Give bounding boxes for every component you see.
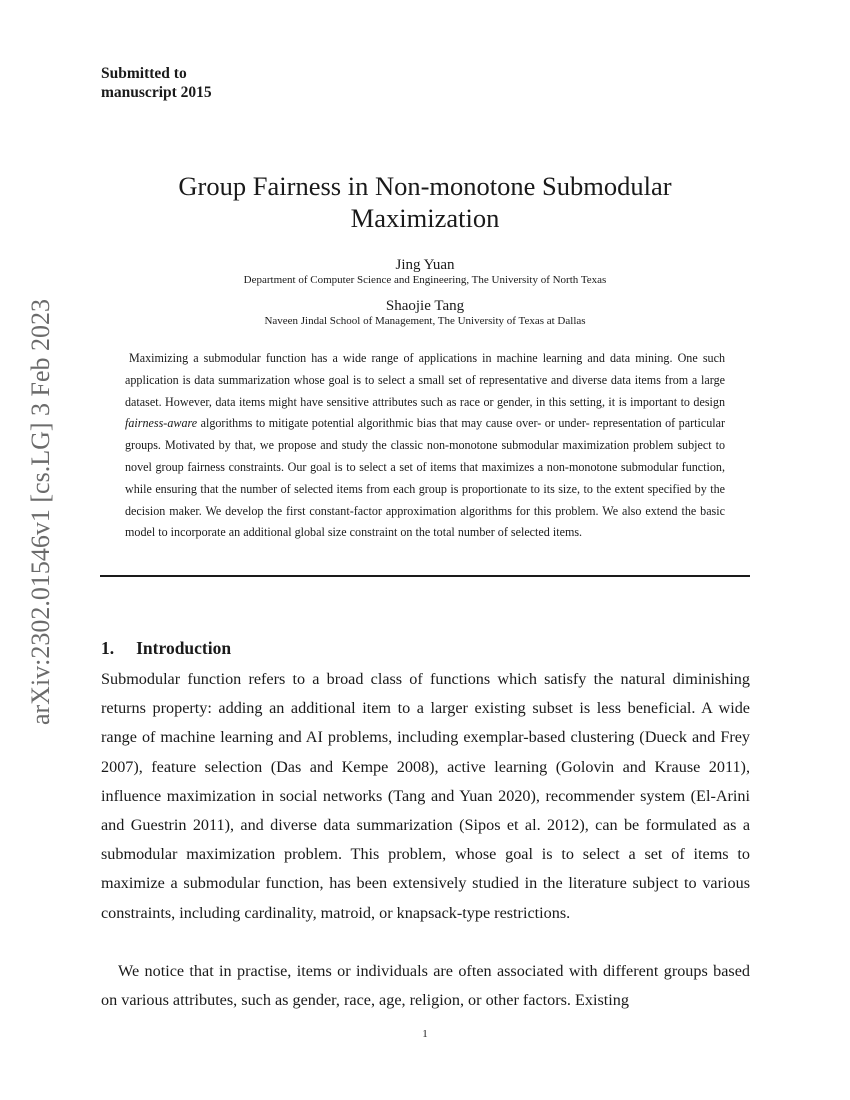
author-affiliation: Naveen Jindal School of Management, The University of Texas at Dallas <box>264 315 586 327</box>
author-name: Shaojie Tang <box>385 298 465 314</box>
author-affiliation: Department of Computer Science and Engineering, The University of North Texas <box>243 274 607 286</box>
author-name: Jing Yuan <box>395 257 455 273</box>
abstract-text-part-1: Maximizing a submodular function has a wide range of applications in machine learning and data mining. One such application is data summarization whose goal is to select a small set of representative and diverse data items from a large dataset. However, data items might have sensitive attributes such as race or gender, in this setting, it is important to design <box>125 351 725 409</box>
author-block-1 <box>100 256 750 287</box>
abstract-divider <box>100 575 750 577</box>
paper-title-line-1: Group Fairness in Non-monotone Submodular <box>178 171 672 201</box>
abstract-text-part-2: algorithms to mitigate potential algorithmic bias that may cause over- or under- representation of particular groups. Motivated by that, we propose and study the classic non-monotone submodular maximization problem subject to novel group fairness constraints. Our goal is to select a set of items that maximizes a non-monotone submodular function, while ensuring that the number of selected items from each group is proportionate to its size, to the extent specified by the decision maker. We develop the first constant-factor approximation algorithms for this problem. We also extend the basic model to incorporate an additional global size constraint on the total number of selected items. <box>125 416 725 540</box>
journal-note-line-1: Submitted to <box>101 65 187 82</box>
paper-title <box>100 170 750 234</box>
paper-title-line-2: Maximization <box>350 203 500 233</box>
section-title: Introduction <box>136 638 232 658</box>
body-paragraph: Submodular function refers to a broad class of functions which satisfy the natural diminishing returns property: adding an additional item to a larger existing subset is less beneficial. A wide range of machine learning and AI problems, including exemplar-based clustering (Dueck and Frey 2007), feature selection (Das and Kempe 2008), active learning (Golovin and Krause 2011), influence maximization in social networks (Tang and Yuan 2020), recommender system (El-Arini and Guestrin 2011), and diverse data summarization (Sipos et al. 2012), can be formulated as a submodular maximization problem. This problem, whose goal is to select a set of items to maximize a submodular function, has been extensively studied in the literature subject to various constraints, including cardinality, matroid, or knapsack-type restrictions. <box>101 670 750 922</box>
journal-note <box>101 64 212 102</box>
arxiv-identifier-stamp: arXiv:2302.01546v1 [cs.LG] 3 Feb 2023 <box>26 298 55 726</box>
author-block-2 <box>100 297 750 328</box>
page-number: 1 <box>422 1028 428 1040</box>
abstract <box>125 348 725 544</box>
body-paragraph: We notice that in practise, items or individuals are often associated with different groups based on various attributes, such as gender, race, age, religion, or other factors. Existing <box>101 962 750 1010</box>
abstract-emphasis: fairness-aware <box>125 416 198 431</box>
section-number: 1. <box>101 638 115 658</box>
journal-note-line-2: manuscript 2015 <box>101 84 212 101</box>
section-heading <box>101 638 231 659</box>
